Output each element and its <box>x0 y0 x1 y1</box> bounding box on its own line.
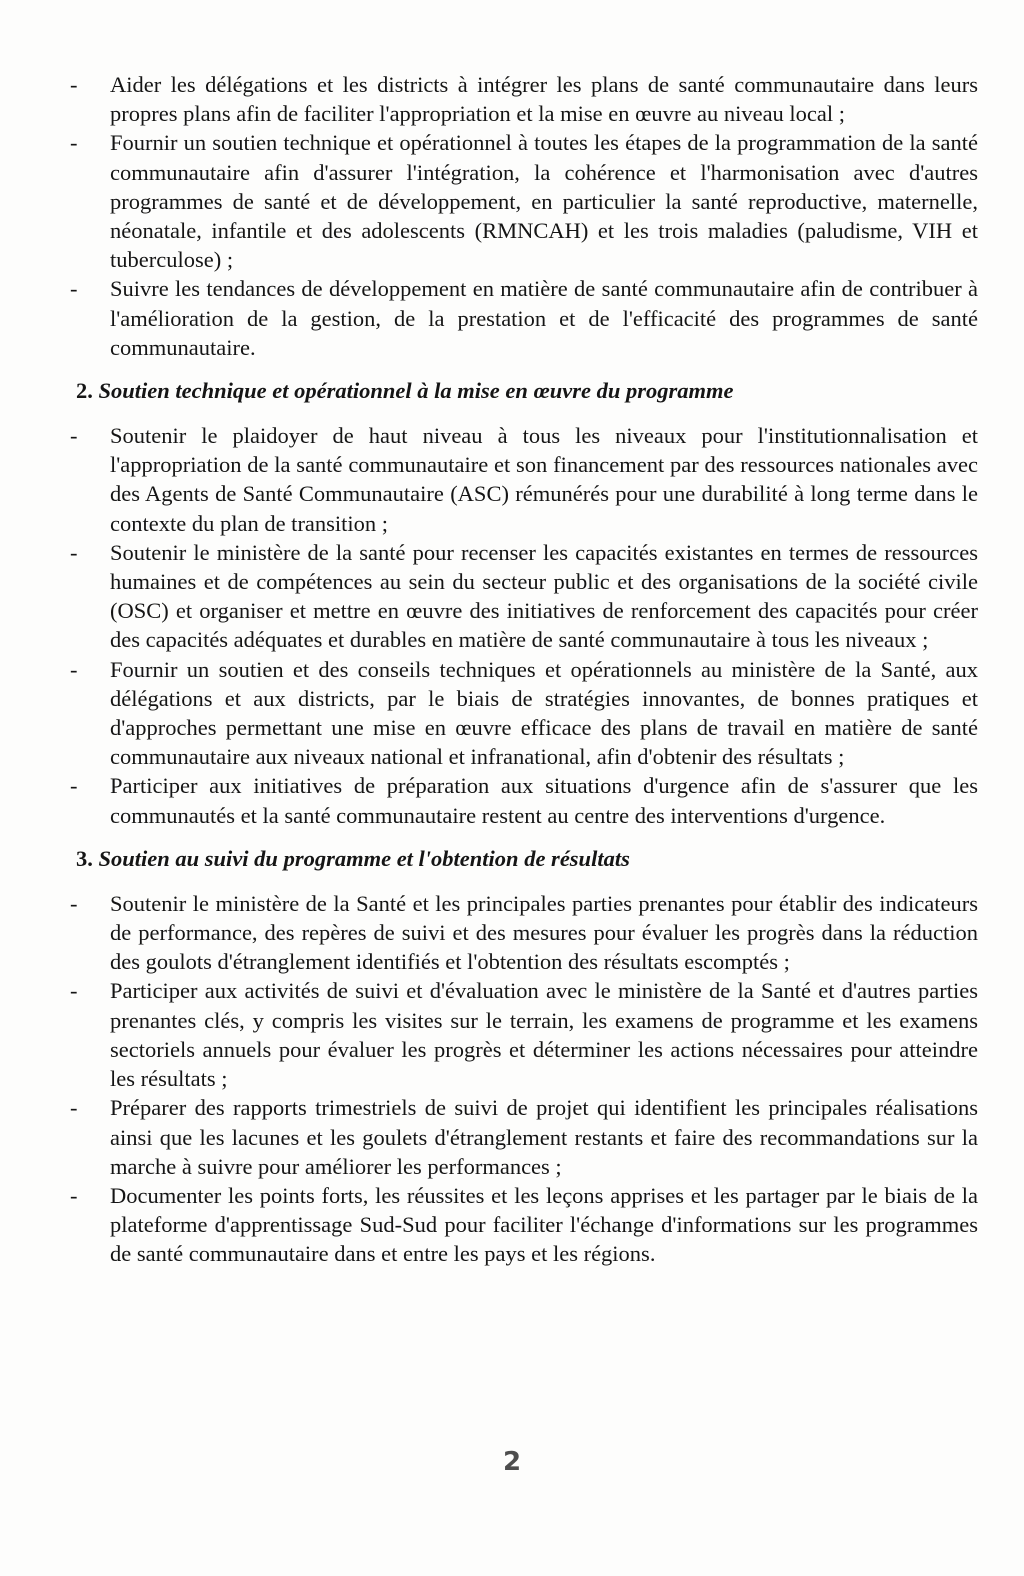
section-2-list <box>66 421 978 830</box>
section-3-heading <box>76 844 978 873</box>
section-title: Soutien au suivi du programme et l'obtention de résultats <box>98 845 630 871</box>
list-item <box>66 70 978 128</box>
bullet-dash: - <box>70 773 78 799</box>
list-item-text: Soutenir le ministère de la santé pour recenser les capacités existantes en termes de ressources humaines et de compétences au sein du secteur public et des organisations de la société civile (OSC) et organiser et mettre en œuvre des initiatives de renforcement des capacités pour créer des capacités adéquates et durables en matière de santé communautaire à tous les niveaux ; <box>110 539 978 653</box>
bullet-dash: - <box>70 1182 78 1208</box>
list-item-text: Préparer des rapports trimestriels de suivi de projet qui identifient les principales réalisations ainsi que les lacunes et les goulets d'étranglement restants et faire des recommandations sur la marche à suivre pour améliorer les performances ; <box>110 1095 978 1179</box>
section-title: Soutien technique et opérationnel à la mise en œuvre du programme <box>98 378 734 404</box>
list-item <box>66 538 978 655</box>
list-item-text: Participer aux activités de suivi et d'évaluation avec le ministère de la Santé et d'autres parties prenantes clés, y compris les visites sur le terrain, les examens de programme et les examens sectoriels annuels pour évaluer les progrès et déterminer les actions nécessaires pour atteindre les résultats ; <box>110 978 978 1092</box>
list-item <box>66 771 978 829</box>
list-item-text: Participer aux initiatives de préparation aux situations d'urgence afin de s'assurer que les communautés et la santé communautaire restent au centre des interventions d'urgence. <box>110 773 978 828</box>
list-item-text: Documenter les points forts, les réussites et les leçons apprises et les partager par le biais de la plateforme d'apprentissage Sud-Sud pour faciliter l'échange d'informations sur les programmes de santé communautaire dans et entre les pays et les régions. <box>110 1182 978 1267</box>
page-number: 2 <box>502 1447 522 1477</box>
bullet-dash: - <box>70 890 78 916</box>
bullet-dash: - <box>70 130 78 156</box>
list-item-text: Aider les délégations et les districts à intégrer les plans de santé communautaire dans leurs propres plans afin de faciliter l'appropriation et la mise en œuvre au niveau local ; <box>110 72 978 127</box>
section-number: 2. <box>76 378 93 404</box>
section-2-heading <box>76 376 978 405</box>
list-item-text: Suivre les tendances de développement en matière de santé communautaire afin de contribuer à l'amélioration de la gestion, de la prestation et de l'efficacité des programmes de santé communautaire. <box>110 276 978 360</box>
section-number: 3. <box>76 845 93 871</box>
bullet-dash: - <box>70 423 78 449</box>
bullet-dash: - <box>70 1095 78 1121</box>
list-item <box>66 889 978 977</box>
list-item <box>66 274 978 362</box>
list-item <box>66 421 978 538</box>
bullet-dash: - <box>70 72 78 97</box>
bullet-dash: - <box>70 978 78 1004</box>
bullet-dash: - <box>70 656 78 682</box>
list-item-text: Soutenir le ministère de la Santé et les principales parties prenantes pour établir des indicateurs de performance, des repères de suivi et des mesures pour évaluer les progrès dans la réduction des goulots d'étranglement identifiés et l'obtention des résultats escomptés ; <box>110 890 978 975</box>
list-item <box>66 655 978 772</box>
bullet-dash: - <box>70 539 78 565</box>
list-item <box>66 1181 978 1269</box>
intro-list <box>66 70 978 362</box>
list-item <box>66 1093 978 1181</box>
bullet-dash: - <box>70 276 78 302</box>
page-content <box>66 70 978 1269</box>
list-item-text: Soutenir le plaidoyer de haut niveau à tous les niveaux pour l'institutionnalisation et l'appropriation de la santé communautaire et son financement par des ressources nationales avec des Agents de Santé Communautaire (ASC) rémunérés pour une durabilité à long terme dans le contexte du plan de transition ; <box>110 423 978 536</box>
list-item-text: Fournir un soutien et des conseils techniques et opérationnels au ministère de la Santé, aux délégations et aux districts, par le biais de stratégies innovantes, de bonnes pratiques et d'approches permettant une mise en œuvre efficace des plans de travail en matière de santé communautaire aux niveaux national et infranational, afin d'obtenir des résultats ; <box>110 656 978 770</box>
section-3-list <box>66 889 978 1269</box>
list-item <box>66 128 978 274</box>
list-item <box>66 976 978 1093</box>
list-item-text: Fournir un soutien technique et opérationnel à toutes les étapes de la programmation de la santé communautaire afin d'assurer l'intégration, la cohérence et l'harmonisation avec d'autres programmes de santé et de développement, en particulier la santé reproductive, maternelle, néonatale, infantile et des adolescents (RMNCAH) et les trois maladies (paludisme, VIH et tuberculose) ; <box>110 130 978 273</box>
